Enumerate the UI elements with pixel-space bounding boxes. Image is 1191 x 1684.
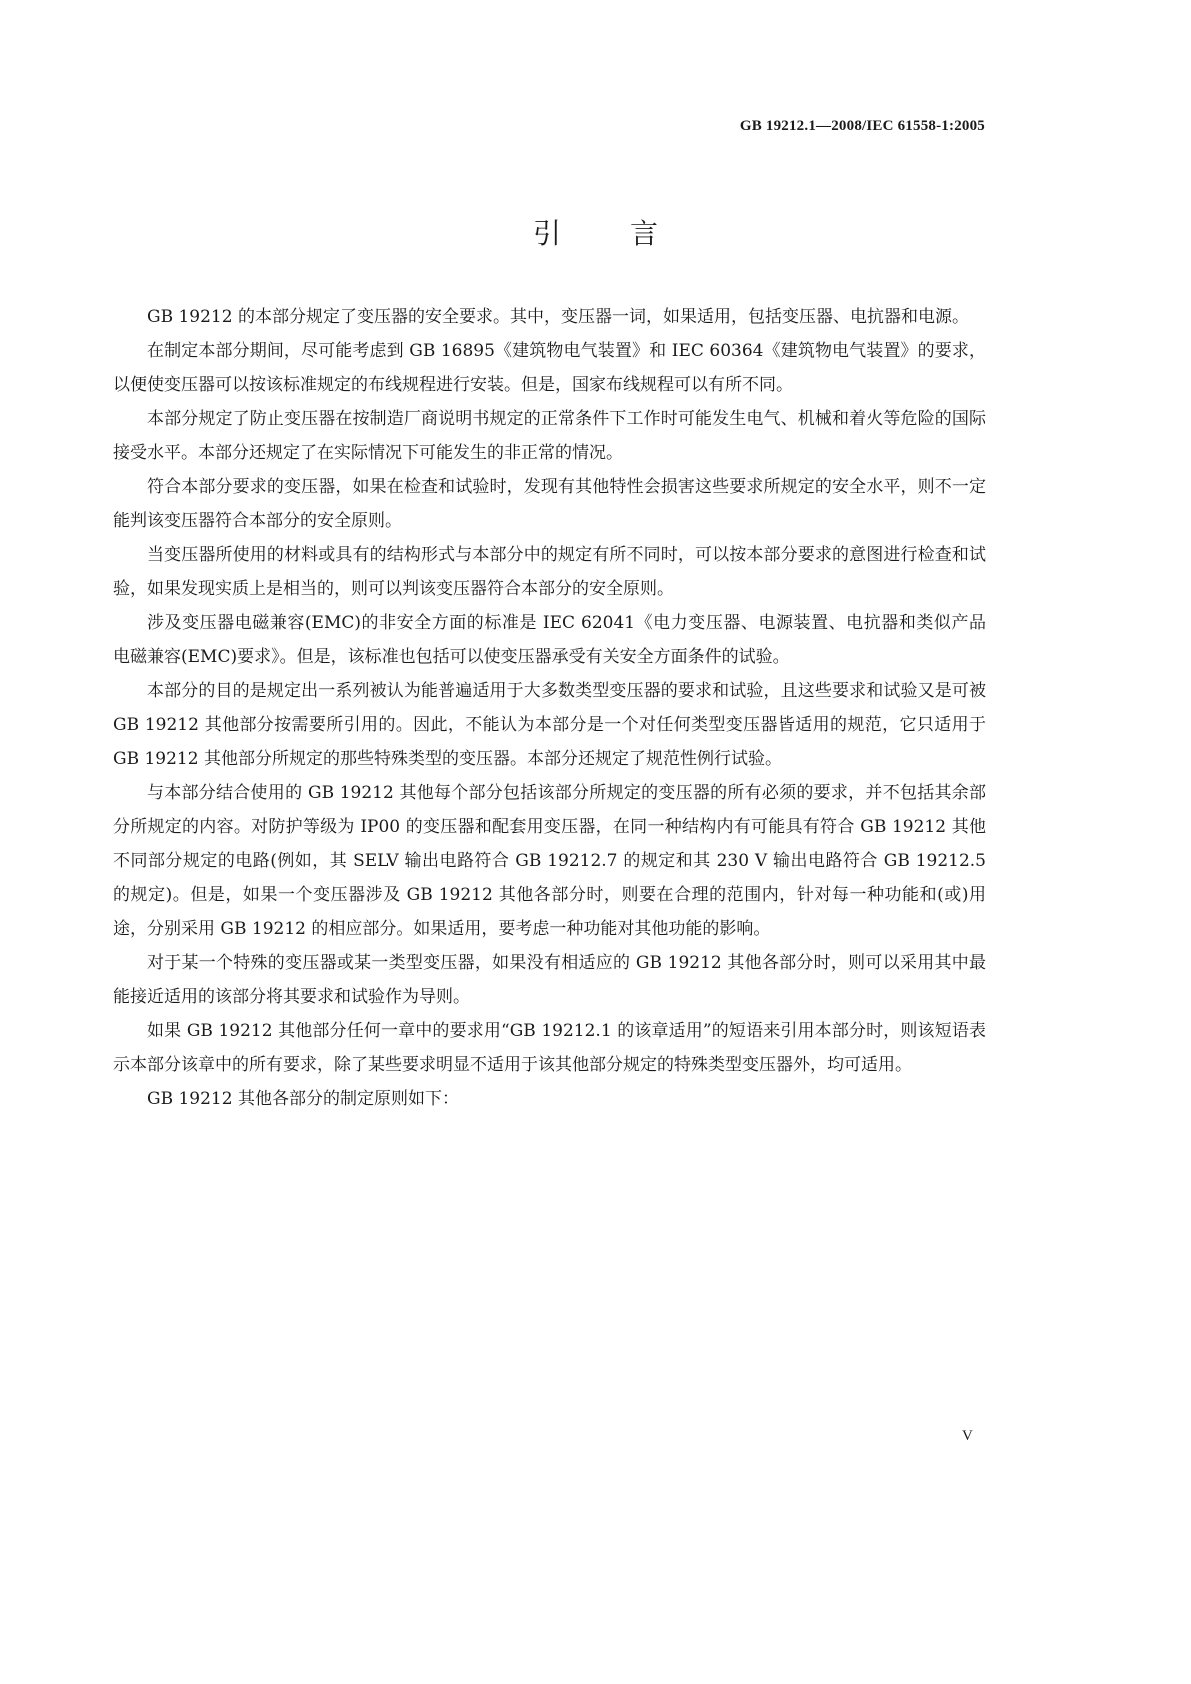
paragraph: 对于某一个特殊的变压器或某一类型变压器，如果没有相适应的 GB 19212 其他各部分时，则可以采用其中最能接近适用的该部分将其要求和试验作为导则。 bbox=[113, 953, 986, 1007]
paragraph: GB 19212 的本部分规定了变压器的安全要求。其中，变压器一词，如果适用，包括变压器、电抗器和电源。 bbox=[147, 307, 969, 327]
paragraph: 在制定本部分期间，尽可能考虑到 GB 16895《建筑物电气装置》和 IEC 60364《建筑物电气装置》的要求，以便使变压器可以按该标准规定的布线规程进行安装。但是，国家布线规程可以有所不同。 bbox=[113, 341, 986, 395]
paragraph: 符合本部分要求的变压器，如果在检查和试验时，发现有其他特性会损害这些要求所规定的安全水平，则不一定能判该变压器符合本部分的安全原则。 bbox=[113, 477, 986, 531]
paragraph: 与本部分结合使用的 GB 19212 其他每个部分包括该部分所规定的变压器的所有必须的要求，并不包括其余部分所规定的内容。对防护等级为 IP00 的变压器和配套用变压器，在同一种结构内有可能具有符合 GB 19212 其他不同部分规定的电路(例如，其 SELV 输出电路符合 GB 19212.7 的规定和其 230 V 输出电路符合 GB 19212.5 的规定)。但是，如果一个变压器涉及 GB 19212 其他各部分时，则要在合理的范围内，针对每一种功能和(或)用途，分别采用 GB 19212 的相应部分。如果适用，要考虑一种功能对其他功能的影响。 bbox=[113, 783, 986, 939]
document-header: GB 19212.1—2008/IEC 61558-1:2005 bbox=[739, 118, 985, 134]
page-title: 引 言 bbox=[533, 217, 688, 250]
paragraph: GB 19212 其他各部分的制定原则如下： bbox=[147, 1089, 459, 1109]
paragraph: 本部分规定了防止变压器在按制造厂商说明书规定的正常条件下工作时可能发生电气、机械和着火等危险的国际接受水平。本部分还规定了在实际情况下可能发生的非正常的情况。 bbox=[113, 409, 986, 463]
document-body bbox=[113, 300, 1003, 1116]
paragraph: 当变压器所使用的材料或具有的结构形式与本部分中的规定有所不同时，可以按本部分要求的意图进行检查和试验，如果发现实质上是相当的，则可以判该变压器符合本部分的安全原则。 bbox=[113, 545, 986, 599]
paragraph: 涉及变压器电磁兼容(EMC)的非安全方面的标准是 IEC 62041《电力变压器、电源装置、电抗器和类似产品 电磁兼容(EMC)要求》。但是，该标准也包括可以使变压器承受有关安全方面条件的试验。 bbox=[113, 613, 1003, 667]
paragraph: 本部分的目的是规定出一系列被认为能普遍适用于大多数类型变压器的要求和试验，且这些要求和试验又是可被 GB 19212 其他部分按需要所引用的。因此，不能认为本部分是一个对任何类型变压器皆适用的规范，它只适用于 GB 19212 其他部分所规定的那些特殊类型的变压器。本部分还规定了规范性例行试验。 bbox=[113, 681, 986, 769]
page-number: V bbox=[962, 1428, 973, 1444]
paragraph: 如果 GB 19212 其他部分任何一章中的要求用“GB 19212.1 的该章适用”的短语来引用本部分时，则该短语表示本部分该章中的所有要求，除了某些要求明显不适用于该其他部分规定的特殊类型变压器外，均可适用。 bbox=[113, 1021, 986, 1075]
